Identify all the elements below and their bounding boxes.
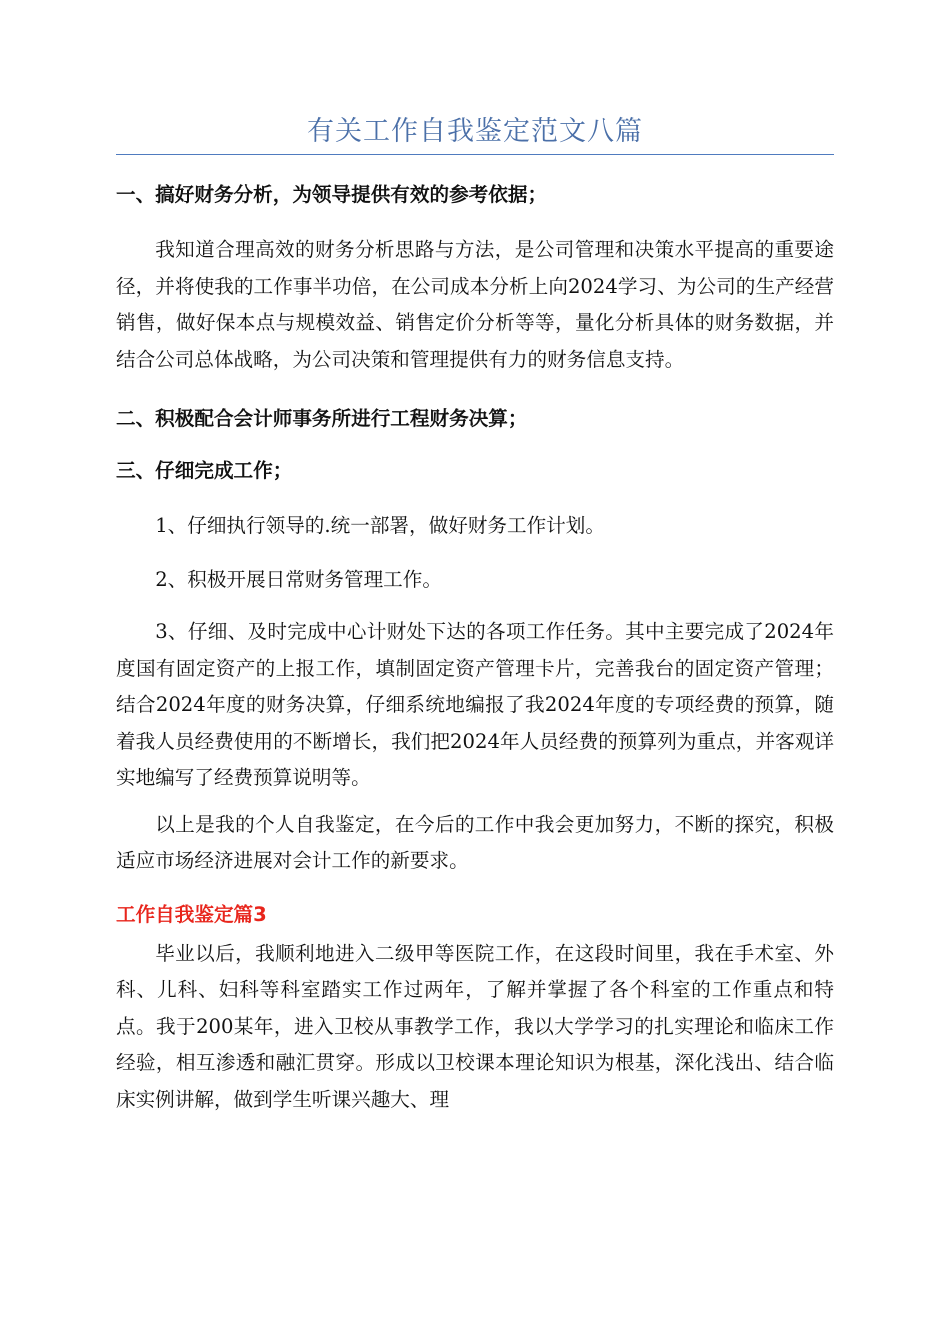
heading-complete-work: 三、仔细完成工作； (116, 459, 293, 482)
heading-financial-analysis: 一、搞好财务分析，为领导提供有效的参考依据； (116, 183, 548, 206)
paragraph-financial-analysis: 我知道合理高效的财务分析思路与方法，是公司管理和决策水平提高的重要途径，并将使我的工作事半功倍，在公司成本分析上向2024学习、为公司的生产经营销售，做好保本点与规模效益、销售定价分析等等，量化分析具体的财务数据，并结合公司总体战略，为公司决策和管理提供有力的财务信息支持。 (116, 238, 834, 371)
paragraph-summary: 以上是我的个人自我鉴定，在今后的工作中我会更加努力，不断的探究，积极适应市场经济进展对会计工作的新要求。 (116, 812, 834, 872)
document-body (116, 172, 834, 1118)
title-underline (116, 154, 834, 155)
paragraph-section-3: 毕业以后，我顺利地进入二级甲等医院工作，在这段时间里，我在手术室、外科、儿科、妇科等科室踏实工作过两年，了解并掌握了各个科室的工作重点和特点。我于200某年，进入卫校从事教学工作，我以大学学习的扎实理论和临床工作经验，相互渗透和融汇贯穿。形成以卫校课本理论知识为根基，深化浅出、结合临床实例讲解，做到学生听课兴趣大、理 (116, 941, 834, 1111)
heading-accounting-firm: 二、积极配合会计师事务所进行工程财务决算； (116, 407, 528, 430)
list-item-1: 1、仔细执行领导的.统一部署，做好财务工作计划。 (155, 514, 605, 537)
list-item-2: 2、积极开展日常财务管理工作。 (155, 567, 442, 591)
list-item-3: 3、仔细、及时完成中心计财处下达的各项工作任务。其中主要完成了2024年度国有固定资产的上报工作，填制固定资产管理卡片，完善我台的固定资产管理；结合2024年度的财务决算，仔细系统地编报了我2024年度的专项经费的预算，随着我人员经费使用的不断增长，我们把2024年人员经费的预算列为重点，并客观详实地编写了经费预算说明等。 (116, 620, 834, 789)
section-heading-3: 工作自我鉴定篇3 (116, 902, 267, 926)
document-title: 有关工作自我鉴定范文八篇 (307, 116, 643, 147)
